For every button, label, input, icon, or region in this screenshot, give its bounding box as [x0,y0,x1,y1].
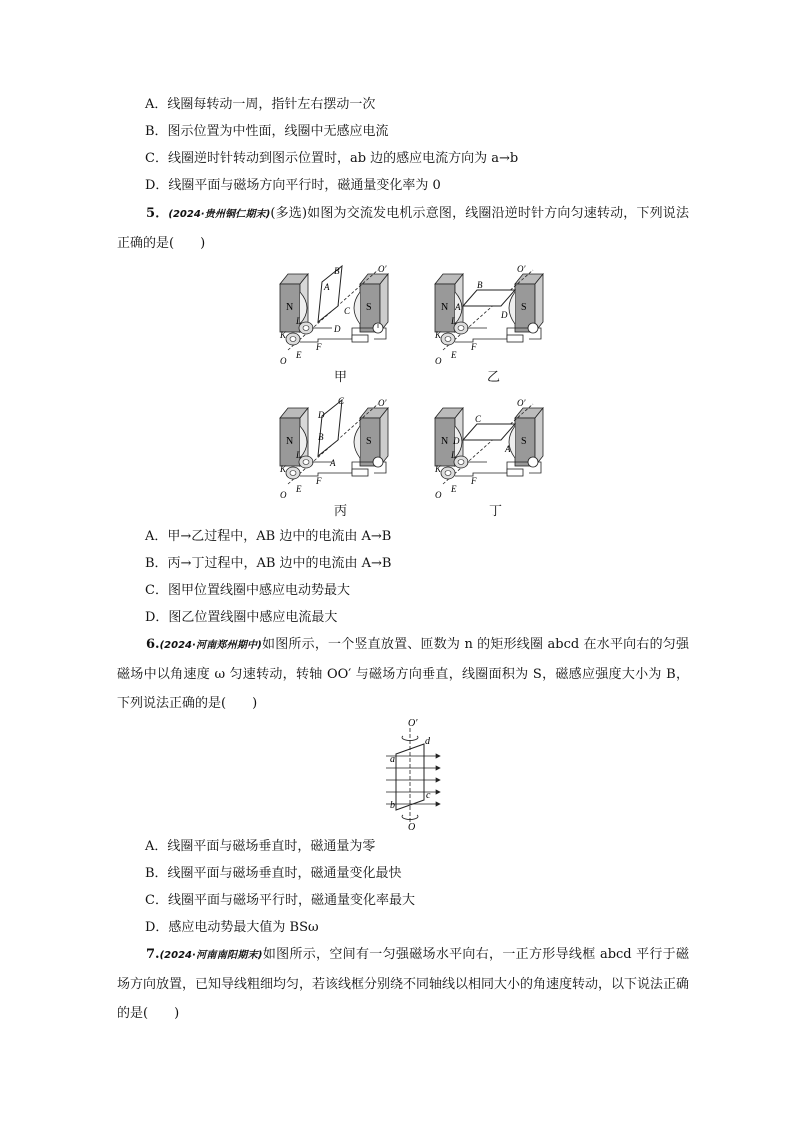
label-b: B [334,266,340,276]
q7-number: 7. [146,947,160,962]
label-f: F [471,476,477,486]
q4-option-b: B．图示位置为中性面，线圈中无感应电流 [145,124,389,139]
q5-stem-text: 如图为交流发电机示意图，线圈沿逆时针方向匀速转动，下列说法正确的是( ) [117,206,689,251]
label-l: L [296,316,302,326]
label-o-prime: O′ [378,398,387,408]
q5-option-c: C．图甲位置线圈中感应电动势最大 [145,583,350,598]
label-l: L [451,316,457,326]
label-a: A [505,444,511,454]
label-n: N [441,436,449,447]
q5-option-a: A．甲→乙过程中，AB 边中的电流由 A→B [145,529,392,544]
q6-option-a: A．线圈平面与磁场垂直时，磁通量为零 [145,839,376,854]
generator-figure-bing [278,396,398,502]
label-c: c [426,790,431,801]
coil-in-field-figure [378,716,448,832]
label-o: O [280,356,287,366]
label-b: b [390,800,395,811]
label-c: C [344,306,351,316]
label-b: B [318,432,324,442]
label-o-prime: O′ [517,398,526,408]
label-d: D [318,410,325,420]
label-o-prime: O′ [378,264,387,274]
generator-figure-jia [278,262,398,368]
label-f: F [316,342,322,352]
caption-ding: 丁 [489,504,503,519]
generator-figure-ding [433,396,553,502]
q7-stem [117,940,689,1028]
caption-yi: 乙 [487,370,501,385]
q6-option-c: C．线圈平面与磁场平行时，磁通量变化率最大 [145,893,415,908]
q6-stem-text: 如图所示，一个竖直放置、匝数为 n 的矩形线圈 abcd 在水平向右的匀强磁场中以角速度 ω 匀速转动，转轴 OO′ 与磁场方向垂直，线圈面积为 S，磁感应强度大小为 B，下列说法正确的是( ) [117,637,689,711]
label-d: D [334,324,341,334]
q6-stem [117,630,689,718]
label-c: C [475,414,482,424]
q7-source: (2024·河南南阳期末) [159,950,263,961]
label-f: F [316,476,322,486]
label-k: K [280,464,287,474]
q6-option-d: D．感应电动势最大值为 BSω [145,920,319,935]
generator-figure-yi [433,262,553,368]
q5-number: 5． [146,206,169,221]
q4-option-c: C．线圈逆时针转动到图示位置时，ab 边的感应电流方向为 a→b [145,151,519,166]
label-o: O [435,490,442,500]
label-d: d [425,736,430,747]
label-a: a [390,754,395,765]
label-d: D [453,436,460,446]
label-o: O [280,490,287,500]
q7-stem-text: 如图所示，空间有一匀强磁场水平向右，一正方形导线框 abcd 平行于磁场方向放置，已知导线粗细均匀，若该线框分别绕不同轴线以相同大小的角速度转动，以下说法正确的是( ) [117,947,690,1021]
label-s: S [521,302,527,313]
q5-option-b: B．丙→丁过程中，AB 边中的电流由 A→B [145,556,392,571]
label-e: E [451,350,457,360]
label-d: D [501,310,508,320]
q5-stem [117,199,689,258]
label-a: A [330,458,336,468]
label-l: L [296,450,302,460]
caption-bing: 丙 [334,504,348,519]
label-k: K [435,464,442,474]
label-n: N [441,302,449,313]
q4-option-d: D．线圈平面与磁场方向平行时，磁通量变化率为 0 [145,178,441,193]
q4-option-a: A．线圈每转动一周，指针左右摆动一次 [145,97,376,112]
q5-source: (2024·贵州铜仁期末) [168,209,271,220]
label-b: B [477,280,483,290]
q5-option-d: D．图乙位置线圈中感应电流最大 [145,610,338,625]
label-e: E [296,484,302,494]
label-e: E [296,350,302,360]
label-k: K [435,330,442,340]
caption-jia: 甲 [334,370,348,385]
label-o: O [435,356,442,366]
label-o: O [408,822,416,832]
label-s: S [366,302,372,313]
label-n: N [286,302,294,313]
label-a: A [455,302,461,312]
label-c: C [338,396,345,406]
label-n: N [286,436,294,447]
q6-number: 6. [146,637,160,652]
label-k: K [280,330,287,340]
q6-source: (2024·河南郑州期中) [159,640,262,651]
q5-tag: (多选) [270,206,308,221]
label-o-prime: O′ [517,264,526,274]
label-a: A [324,282,330,292]
label-e: E [451,484,457,494]
q6-option-b: B．线圈平面与磁场垂直时，磁通量变化最快 [145,866,402,881]
label-f: F [471,342,477,352]
label-s: S [366,436,372,447]
label-l: L [451,450,457,460]
label-s: S [521,436,527,447]
label-o-prime: O′ [408,718,418,729]
